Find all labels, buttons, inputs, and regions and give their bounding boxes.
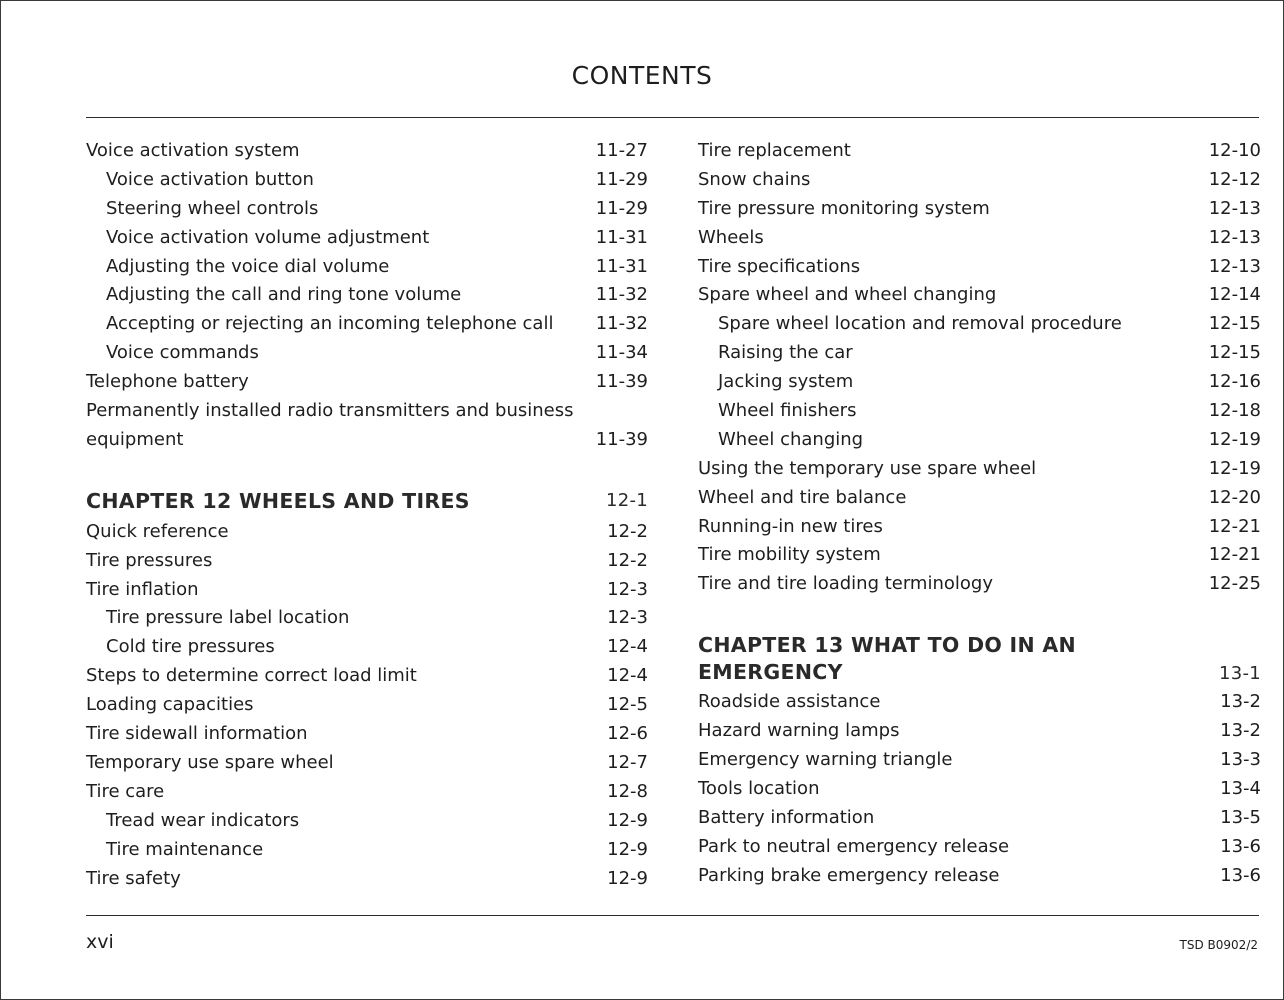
toc-entry-page: 12-13	[1208, 197, 1261, 219]
toc-entry-title: Raising the car	[718, 342, 853, 364]
toc-entry-title: Voice activation volume adjustment	[106, 226, 430, 248]
toc-entry-title: Battery information	[698, 806, 875, 828]
toc-entry[interactable]	[86, 397, 648, 455]
toc-subentry[interactable]	[86, 836, 648, 865]
toc-entry-page: 12-15	[1208, 313, 1261, 335]
toc-entry-title: Tire pressure monitoring system	[698, 197, 990, 219]
toc-entry[interactable]	[698, 224, 1261, 253]
toc-entry[interactable]	[86, 368, 648, 397]
toc-entry-title: Tire pressures	[86, 549, 213, 571]
toc-entry-page: 12-13	[1208, 226, 1261, 248]
toc-entry-page: 12-19	[1208, 428, 1261, 450]
chapter-title-line2: EMERGENCY	[698, 660, 843, 685]
toc-entry-page: 11-34	[595, 342, 648, 364]
toc-entry-page: 13-6	[1220, 835, 1261, 857]
toc-entry-title: Tire specifications	[698, 255, 861, 277]
toc-subentry[interactable]	[86, 253, 648, 282]
page-number: xvi	[86, 931, 114, 953]
chapter-title	[698, 632, 1076, 686]
toc-entry[interactable]	[698, 281, 1261, 310]
toc-entry-page: 12-13	[1208, 255, 1261, 277]
toc-entry[interactable]	[698, 862, 1261, 891]
toc-entry-page: 11-39	[595, 371, 648, 393]
toc-entry-page: 12-21	[1208, 515, 1261, 537]
toc-entry-title: Running-in new tires	[698, 515, 883, 537]
toc-entry-page: 11-39	[595, 428, 648, 450]
toc-entry-page: 12-5	[607, 694, 648, 716]
toc-entry-title: Using the temporary use spare wheel	[698, 457, 1037, 479]
chapter-title: CHAPTER 12 WHEELS AND TIRES	[86, 488, 470, 513]
toc-entry-title: Adjusting the voice dial volume	[106, 255, 390, 277]
toc-entry-page: 11-27	[595, 140, 648, 161]
toc-entry-title: Quick reference	[86, 520, 229, 542]
toc-entry-title: Accepting or rejecting an incoming telephone call	[106, 313, 554, 335]
toc-entry[interactable]	[698, 833, 1261, 862]
toc-entry-title: Wheel finishers	[718, 400, 857, 422]
toc-entry-title: Snow chains	[698, 168, 811, 190]
toc-entry-title: Hazard warning lamps	[698, 720, 900, 742]
toc-entry-page: 11-31	[595, 226, 648, 248]
toc-entry-page: 13-4	[1220, 777, 1261, 799]
toc-subentry[interactable]	[698, 397, 1261, 426]
toc-entry-title: Loading capacities	[86, 694, 254, 716]
toc-entry[interactable]	[86, 518, 648, 547]
toc-subentry[interactable]	[86, 633, 648, 662]
toc-entry[interactable]	[698, 455, 1261, 484]
chapter-12-heading[interactable]	[86, 484, 648, 518]
toc-entry[interactable]	[698, 484, 1261, 513]
toc-entry-title: Tire replacement	[698, 140, 851, 161]
toc-entry-page: 12-18	[1208, 400, 1261, 422]
toc-subentry[interactable]	[86, 281, 648, 310]
toc-entry-title: Tire sidewall information	[86, 723, 308, 745]
toc-subentry[interactable]	[86, 166, 648, 195]
document-code: TSD B0902/2	[1179, 938, 1258, 952]
toc-subentry[interactable]	[698, 368, 1261, 397]
toc-entry-title: Spare wheel location and removal procedure	[718, 313, 1122, 335]
toc-subentry[interactable]	[86, 339, 648, 368]
toc-entry-title: Tire safety	[86, 867, 181, 889]
toc-entry-page: 11-29	[595, 168, 648, 190]
toc-entry-title: Telephone battery	[86, 371, 249, 393]
toc-entry-page: 13-2	[1220, 720, 1261, 742]
toc-entry[interactable]	[698, 746, 1261, 775]
toc-subentry[interactable]	[86, 604, 648, 633]
toc-entry-title: Wheels	[698, 226, 764, 248]
toc-entry-page: 12-4	[607, 636, 648, 658]
toc-entry-title: Tire care	[86, 780, 165, 802]
toc-entry-page: 12-3	[607, 607, 648, 629]
toc-left-column	[86, 137, 648, 893]
toc-entry[interactable]	[698, 253, 1261, 282]
toc-entry-title: Park to neutral emergency release	[698, 835, 1010, 857]
toc-entry-title: Wheel changing	[718, 428, 864, 450]
chapter-13-heading[interactable]	[698, 632, 1261, 688]
toc-entry-title: Voice activation button	[106, 168, 314, 190]
toc-entry-page: 12-15	[1208, 342, 1261, 364]
toc-entry-title: Spare wheel and wheel changing	[698, 284, 997, 306]
toc-entry[interactable]	[698, 804, 1261, 833]
toc-subentry[interactable]	[86, 224, 648, 253]
toc-entry[interactable]	[86, 720, 648, 749]
toc-entry-page: 13-6	[1220, 864, 1261, 886]
toc-entry-page: 12-9	[607, 809, 648, 831]
toc-entry-page: 12-19	[1208, 457, 1261, 479]
toc-entry-page: 12-21	[1208, 544, 1261, 566]
toc-subentry[interactable]	[86, 310, 648, 339]
toc-entry-title: Wheel and tire balance	[698, 486, 907, 508]
toc-entry[interactable]	[698, 513, 1261, 542]
toc-entry-title: Temporary use spare wheel	[86, 751, 334, 773]
toc-entry-title: Steps to determine correct load limit	[86, 665, 417, 687]
toc-entry-title: Tire maintenance	[106, 838, 264, 860]
toc-entry[interactable]	[698, 775, 1261, 804]
toc-entry-page: 13-2	[1220, 691, 1261, 713]
toc-entry-title: Tire and tire loading terminology	[698, 573, 993, 595]
toc-entry[interactable]	[86, 749, 648, 778]
toc-entry-page: 11-32	[595, 284, 648, 306]
top-divider	[86, 117, 1259, 118]
toc-entry[interactable]	[698, 570, 1261, 599]
toc-entry-title: Tools location	[698, 777, 820, 799]
toc-entry-page: 11-29	[595, 197, 648, 219]
toc-entry-page: 12-10	[1208, 140, 1261, 161]
toc-entry[interactable]	[86, 547, 648, 576]
toc-entry-page: 13-5	[1220, 806, 1261, 828]
toc-entry-title: Adjusting the call and ring tone volume	[106, 284, 462, 306]
toc-entry-page: 12-20	[1208, 486, 1261, 508]
toc-entry-page: 12-9	[607, 867, 648, 889]
toc-subentry[interactable]	[86, 195, 648, 224]
toc-entry-page: 12-9	[607, 838, 648, 860]
bottom-divider	[86, 915, 1259, 916]
toc-entry-title: Voice commands	[106, 342, 259, 364]
toc-entry-page: 12-2	[607, 549, 648, 571]
chapter-page: 13-1	[1218, 663, 1261, 685]
toc-entry[interactable]	[86, 576, 648, 605]
toc-subentry[interactable]	[86, 807, 648, 836]
toc-right-column	[698, 137, 1261, 890]
chapter-title-line1: CHAPTER 13 WHAT TO DO IN AN	[698, 633, 1077, 658]
toc-entry-title: Tire inflation	[86, 578, 199, 600]
toc-entry-page: 12-14	[1208, 284, 1261, 306]
toc-entry[interactable]	[86, 691, 648, 720]
toc-entry-title: Tread wear indicators	[106, 809, 300, 831]
toc-entry-page: 12-4	[607, 665, 648, 687]
page-title: CONTENTS	[571, 61, 713, 90]
toc-entry-title: Tire mobility system	[698, 544, 881, 566]
toc-entry[interactable]	[698, 195, 1261, 224]
toc-entry-title: Jacking system	[718, 371, 854, 393]
toc-entry-title: Steering wheel controls	[106, 197, 319, 219]
toc-entry-title: Cold tire pressures	[106, 636, 275, 658]
toc-entry[interactable]	[698, 166, 1261, 195]
toc-entry[interactable]	[86, 137, 648, 166]
toc-entry-page: 12-2	[607, 520, 648, 542]
toc-entry-page: 12-8	[607, 780, 648, 802]
toc-entry-page: 12-16	[1208, 371, 1261, 393]
toc-entry-page: 12-25	[1208, 573, 1261, 595]
toc-entry-page: 12-6	[607, 723, 648, 745]
toc-subentry[interactable]	[698, 339, 1261, 368]
toc-entry-title: Emergency warning triangle	[698, 749, 953, 771]
toc-entry-title: Parking brake emergency release	[698, 864, 1000, 886]
toc-entry-page: 11-32	[595, 313, 648, 335]
toc-entry-title: Permanently installed radio transmitters and business equipment	[86, 400, 574, 450]
toc-entry-page: 12-12	[1208, 168, 1261, 190]
toc-subentry[interactable]	[698, 426, 1261, 455]
chapter-page: 12-1	[605, 489, 648, 511]
toc-subentry[interactable]	[698, 310, 1261, 339]
toc-entry[interactable]	[698, 541, 1261, 570]
toc-entry-page: 12-3	[607, 578, 648, 600]
toc-entry[interactable]	[86, 662, 648, 691]
toc-entry-title: Tire pressure label location	[106, 607, 350, 629]
toc-entry-page: 12-7	[607, 751, 648, 773]
toc-entry[interactable]	[698, 137, 1261, 166]
toc-entry-title: Roadside assistance	[698, 691, 881, 713]
toc-entry[interactable]	[86, 865, 648, 894]
toc-entry-page: 13-3	[1220, 749, 1261, 771]
toc-entry[interactable]	[698, 688, 1261, 717]
toc-entry[interactable]	[698, 717, 1261, 746]
toc-entry-page: 11-31	[595, 255, 648, 277]
toc-entry-title: Voice activation system	[86, 140, 300, 161]
toc-entry[interactable]	[86, 778, 648, 807]
